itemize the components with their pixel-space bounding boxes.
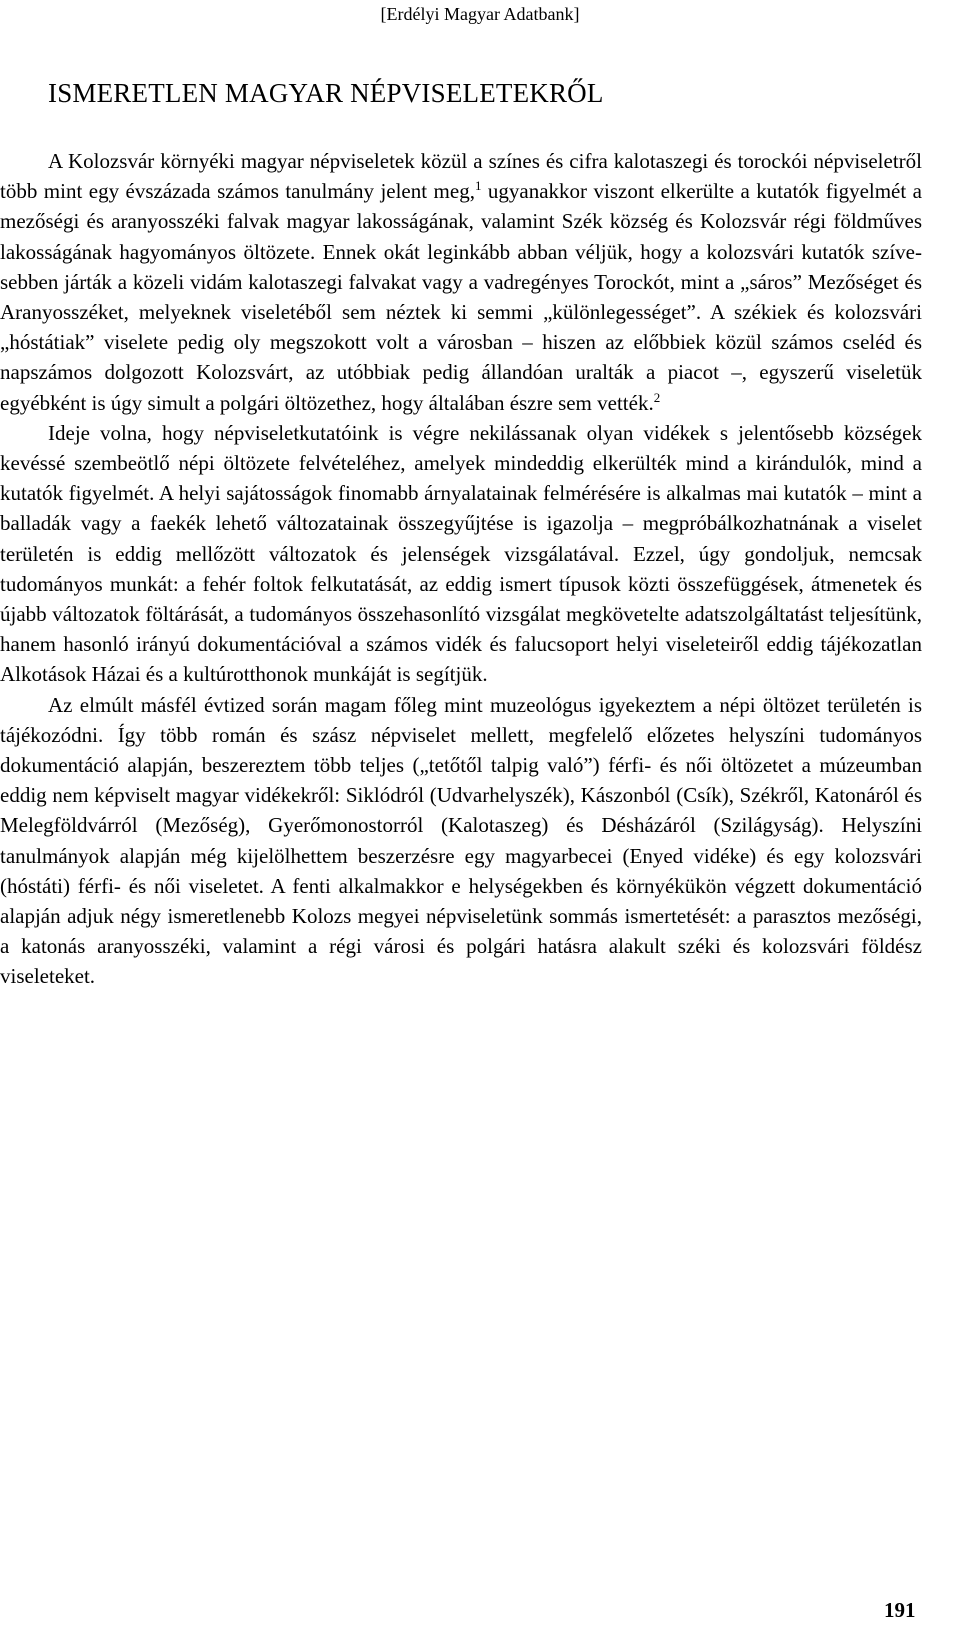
source-header: [Erdélyi Magyar Adatbank]: [380, 4, 580, 24]
paragraph-2: Ideje volna, hogy népviseletkutatóink is végre nekilássanak olyan vidékek s jelentősebb községek kevéssé szembeötlő népi öltözete felvételéhez, amelyek mindeddig elkerülték mind a kirándulók, mind a kutatók figyelmét. A helyi sajátosságok finomabb árnyalatainak felmérésére is alkalmas mai kutatók – mint a balladák vagy a faekék lehető változatainak összegyűjtése is igazolja – megpróbálkozhatnának a viselet területén is eddig mellőzött változatok és jelenségek vizsgálatával. Ezzel, úgy gondoljuk, nemcsak tudományos munkát: a fehér foltok felkutatását, az eddig ismert típusok közti összefüggések, átmenetek és újabb változatok föltárását, a tudományos összehasonlító vizsgálat megkövetelte adatszolgáltatást teljesítünk, hanem hasonló irányú dokumentációval a számos vidék és falucsoport helyi viseleteiről eddig tájékozatlan Alkotások Házai és a kultúrotthonok munkáját is segítjük.: [0, 420, 922, 687]
footnote-ref-1[interactable]: 1: [474, 178, 482, 194]
article-body: [0, 146, 922, 992]
paragraph-3: Az elmúlt másfél évtized során magam főleg mint muzeológus igyekeztem a népi öltözet területén is tájékozódni. Így több román és szász népviselet mellett, megfelelő előzetes helyszíni tudományos dokumentáció alapján, beszereztem több teljes („tetőtől talpig való”) férfi- és női öltözetet a múzeumban eddig nem képviselt magyar vidékekről: Siklódról (Udvarhelyszék), Kászonból (Csík), Székről, Katonáról és Melegföldvárról (Mezőség), Gyerőmonostorról (Kalotaszeg) és Désházáról (Szilágyság). Helyszíni tanulmányok alapján még kijelölhettem beszerzésre egy magyarbecei (Enyed vidéke) és egy kolozsvári (hóstáti) férfi- és női viseletet. A fenti alkalmakkor e helységekben és környékükön végzett dokumentáció alapján adjuk négy ismeretlenebb Kolozs megyei népviseletünk sommás ismertetését: a parasztos mezőségi, a katonás aranyosszéki, valamint a régi városi és polgári hatásra alakult széki és kolozsvári földész viseleteket.: [0, 692, 922, 989]
paragraph-1-text-end: ugyanakkor viszont elkerülte a kutatók figyelmét a mezőségi és aranyosszéki falvak magyar lakosságának, valamint Szék község és Kolozsvár régi földműves lakosságának hagyományos öltözete. Ennek okát leginkább abban véljük, hogy a kolozsvári kutatók szívesebben járták a közeli vidám kalotaszegi falvakat vagy a vadregényes Torockót, mint a „sáros” Mezőséget és Aranyosszéket, melyeknek viseletéből sem néztek ki semmi „különlegességet”. A székiek és kolozsvári „hóstátiak” viselete pedig oly megszokott volt a városban – hiszen az előbbiek közül számos cseléd és napszámos dolgozott Kolozsvárt, az utóbbiak pedig állandóan uralták a piacot –, egyszerű viseletük egyébként is úgy simult a polgári öltözethez, hogy általában észre sem vették.: [0, 179, 922, 415]
paragraph-1: [0, 146, 922, 418]
footnote-ref-2[interactable]: 2: [653, 389, 661, 405]
page-number: 191: [884, 1598, 916, 1622]
paragraph-1-text-start: A Kolozsvár környéki magyar népviseletek közül a színes és cifra kalotaszegi és torockói népviseletről több mint egy évszázada számos tanulmány jelent meg,: [0, 149, 922, 204]
page-title: ISMERETLEN MAGYAR NÉPVISELETEKRŐL: [48, 78, 604, 108]
